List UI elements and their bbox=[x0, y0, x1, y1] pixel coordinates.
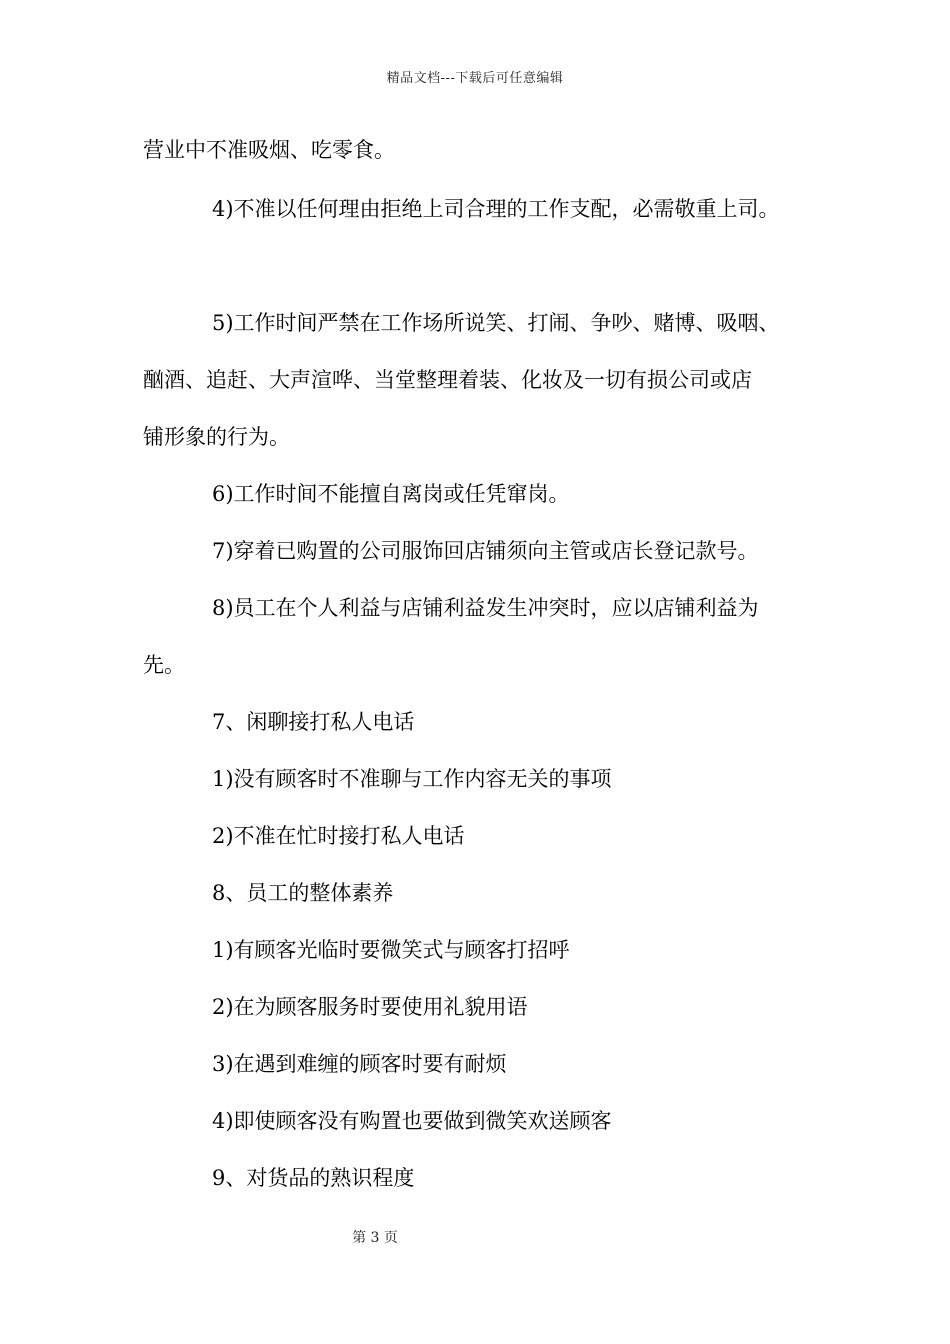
section-heading-9: 9、对货品的熟识程度 bbox=[212, 1166, 415, 1190]
body-line-17: 4)即使顾客没有购置也要做到微笑欢送顾客 bbox=[212, 1109, 612, 1133]
body-line-15: 2)在为顾客服务时要使用礼貌用语 bbox=[212, 995, 528, 1019]
body-line-8: 8)员工在个人利益与店铺利益发生冲突时，应以店铺利益为 bbox=[212, 596, 759, 620]
body-line-3: 5)工作时间严禁在工作场所说笑、打闹、争吵、赌博、吸咽、 bbox=[212, 311, 780, 335]
body-line-1: 营业中不准吸烟、吃零食。 bbox=[143, 138, 395, 162]
body-line-2: 4)不准以任何理由拒绝上司合理的工作支配，必需敬重上司。 bbox=[212, 197, 780, 221]
body-line-11: 1)没有顾客时不准聊与工作内容无关的事项 bbox=[212, 767, 612, 791]
body-line-4: 酗酒、追赶、大声渲哗、当堂整理着装、化妆及一切有损公司或店 bbox=[143, 368, 752, 392]
body-line-16: 3)在遇到难缠的顾客时要有耐烦 bbox=[212, 1052, 507, 1076]
body-line-6: 6)工作时间不能擅自离岗或任凭窜岗。 bbox=[212, 482, 570, 506]
page-number: 第 3 页 bbox=[352, 1230, 398, 1246]
body-line-9: 先。 bbox=[143, 653, 185, 677]
body-line-12: 2)不准在忙时接打私人电话 bbox=[212, 824, 465, 848]
body-line-7: 7)穿着已购置的公司服饰回店铺须向主管或店长登记款号。 bbox=[212, 539, 759, 563]
body-line-5: 铺形象的行为。 bbox=[143, 425, 290, 449]
section-heading-7: 7、闲聊接打私人电话 bbox=[212, 710, 415, 734]
page-header: 精品文档---下载后可任意编辑 bbox=[386, 71, 564, 86]
body-line-14: 1)有顾客光临时要微笑式与顾客打招呼 bbox=[212, 938, 570, 962]
section-heading-8: 8、员工的整体素养 bbox=[212, 881, 394, 905]
